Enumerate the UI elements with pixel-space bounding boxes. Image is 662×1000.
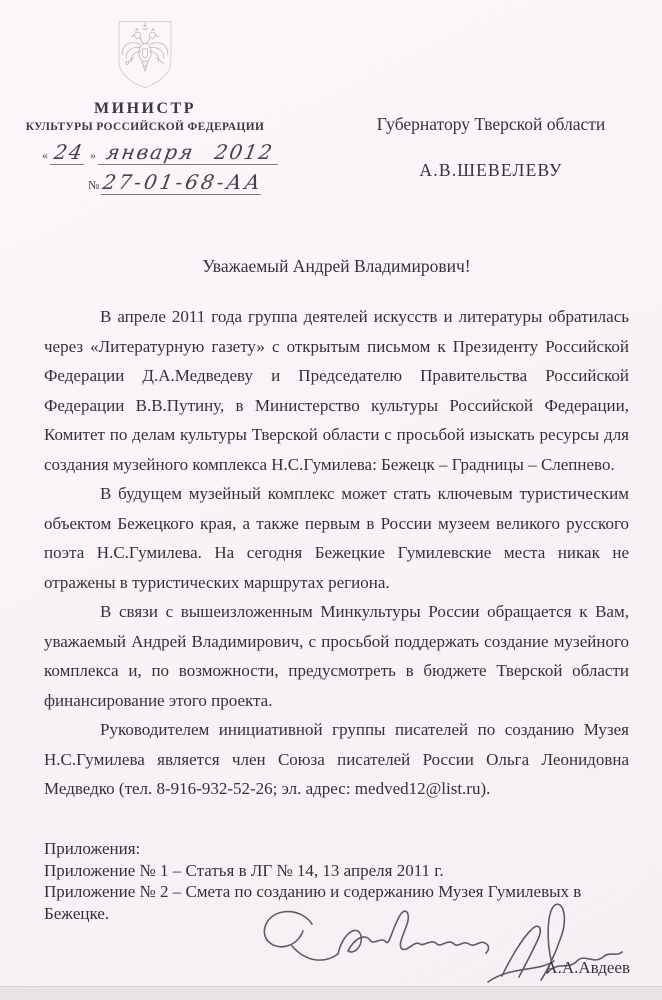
paragraph-3: В связи с вышеизложенным Минкультуры России обращается к Вам, уважаемый Андрей Владимирович, с просьбой поддержать создание музейного комплекса и, по возможности, предусмотреть в бюджете Тверской области финансирование этого проекта. [44, 602, 629, 710]
attachments-heading: Приложения: [44, 839, 141, 858]
handwritten-number: 27-01-68-АА [101, 170, 266, 194]
addressee-name: А.В.ШЕВЕЛЕВУ [419, 160, 563, 180]
letterhead [22, 18, 268, 133]
number-sign: № [88, 178, 100, 192]
scan-edge [0, 986, 662, 1000]
letter-body [44, 302, 629, 804]
sender-title: МИНИСТР [94, 100, 196, 117]
attachment-item-1: Приложение № 1 – Статья в ЛГ № 14, 13 апреля 2011 г. [44, 860, 444, 880]
addressee-block [360, 114, 622, 181]
salutation: Уважаемый Андрей Владимирович! [202, 256, 471, 276]
paragraph-1: В апреле 2011 года группа деятелей искусств и литературы обратилась через «Литературную газету» с открытым письмом к Президенту Российской Федерации Д.А.Медведеву и Председателю Правительства Российской Федерации В.В.Путину, в Министерство культуры Российской Федерации, Комитет по делам культуры Тверской области с просьбой изыскать ресурсы для создания музейного комплекса Н.С.Гумилева: Бежецк – Градницы – Слепнево. [44, 307, 629, 474]
paragraph-2: В будущем музейный комплекс может стать ключевым туристическим объектом Бежецкого края, а также первым в России музеем великого русского поэта Н.С.Гумилева. На сегодня Бежецкие Гумилевские места никак не отражены в туристических маршрутах региона. [44, 484, 629, 592]
addressee-position: Губернатору Тверской области [376, 114, 606, 134]
paragraph-4: Руководителем инициативной группы писателей по созданию Музея Н.С.Гумилева является член Союза писателей России Ольга Леонидовна Медведко (тел. 8-916-932-52-26; эл. адрес: medved12@list.ru). [44, 720, 629, 798]
handwritten-day: 24 [50, 140, 88, 165]
handwritten-month-year: января 2012 [98, 140, 282, 165]
close-quote: » [90, 148, 96, 162]
attachment-item-2: Приложение № 2 – Смета по созданию и содержанию Музея Гумилевых в Бежецке. [44, 882, 582, 923]
signatory-name: А.А.Авдеев [545, 958, 630, 977]
russian-coat-of-arms-icon [114, 18, 176, 92]
sender-subtitle: КУЛЬТУРЫ РОССИЙСКОЙ ФЕДЕРАЦИИ [25, 121, 265, 133]
number-row [88, 170, 308, 195]
date-row [42, 140, 302, 165]
open-quote: « [42, 148, 48, 162]
